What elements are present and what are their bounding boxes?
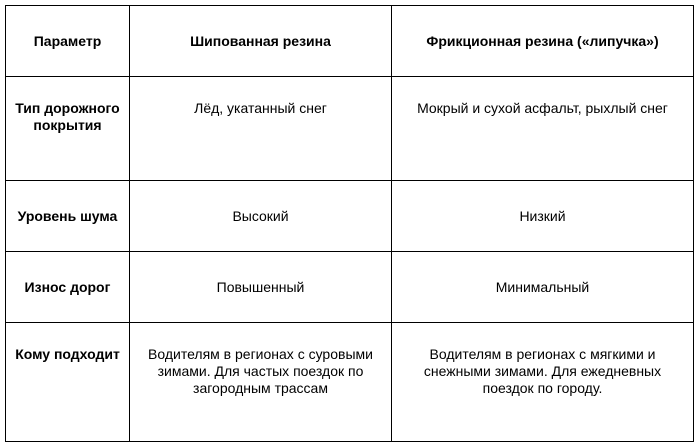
table-row — [6, 252, 694, 323]
friction-road-surface: Мокрый и сухой асфальт, рыхлый снег — [392, 77, 694, 181]
table-row — [6, 181, 694, 252]
studded-who-suits: Водителям в регионах с суровыми зимами. Для частых поездок по загородным трассам — [130, 323, 392, 442]
param-road-wear: Износ дорог — [6, 252, 130, 323]
friction-noise-level: Низкий — [392, 181, 694, 252]
param-who-suits: Кому подходит — [6, 323, 130, 442]
studded-road-surface: Лёд, укатанный снег — [130, 77, 392, 181]
header-friction-tires: Фрикционная резина («липучка») — [392, 6, 694, 77]
param-noise-level: Уровень шума — [6, 181, 130, 252]
tire-comparison-table — [5, 5, 694, 442]
table-header-row — [6, 6, 694, 77]
header-parameter: Параметр — [6, 6, 130, 77]
table-row — [6, 323, 694, 442]
studded-noise-level: Высокий — [130, 181, 392, 252]
studded-road-wear: Повышенный — [130, 252, 392, 323]
param-road-surface: Тип дорожного покрытия — [6, 77, 130, 181]
header-studded-tires: Шипованная резина — [130, 6, 392, 77]
friction-who-suits: Водителям в регионах с мягкими и снежными зимами. Для ежедневных поездок по городу. — [392, 323, 694, 442]
friction-road-wear: Минимальный — [392, 252, 694, 323]
table-row — [6, 77, 694, 181]
